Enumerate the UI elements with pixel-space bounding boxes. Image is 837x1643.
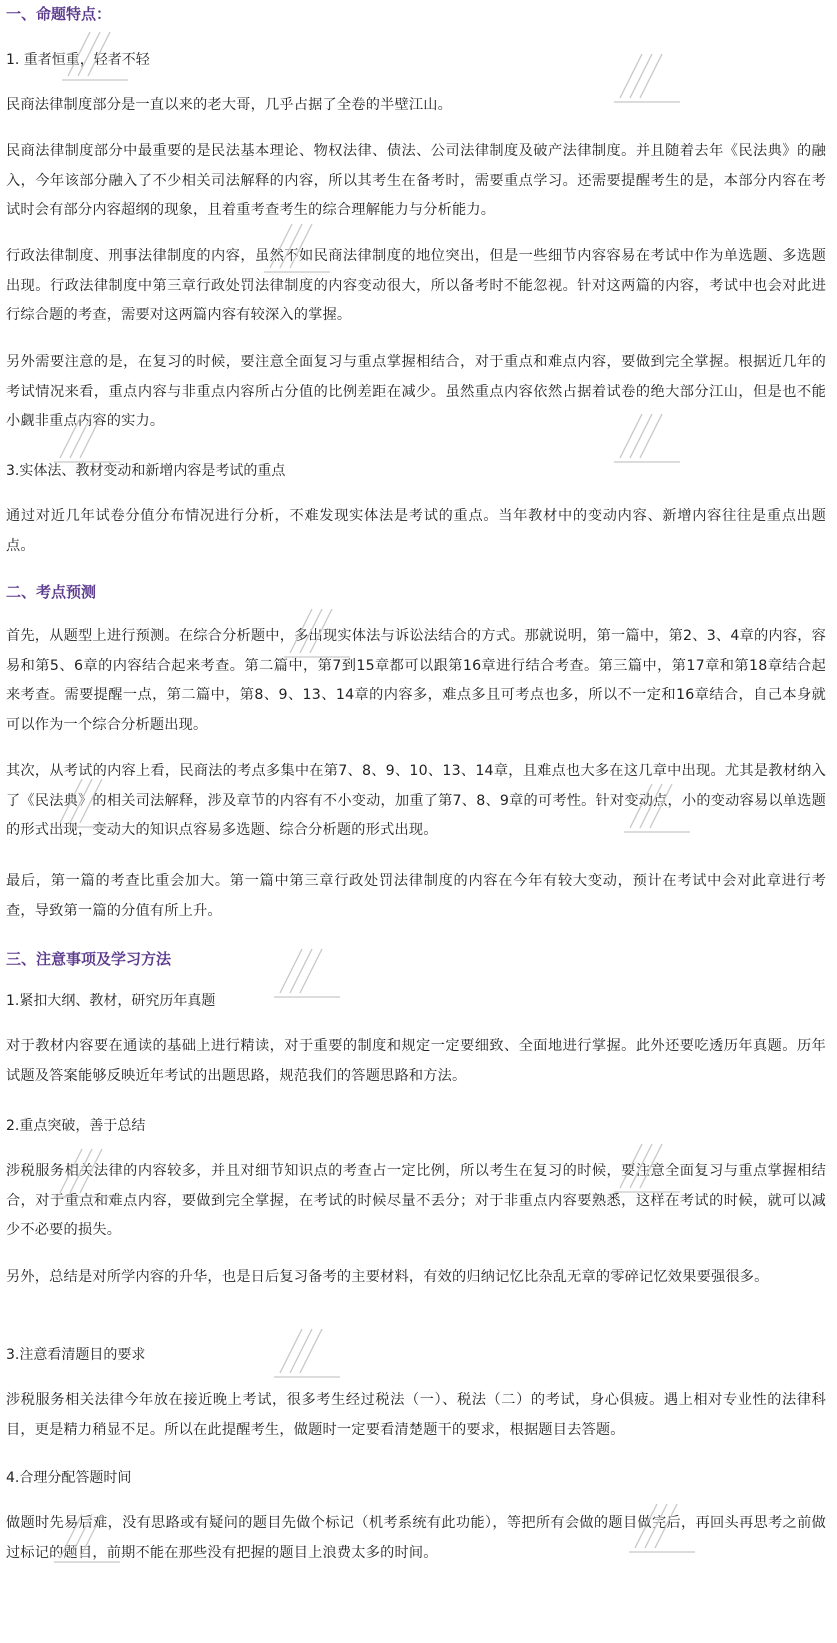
paragraph: 行政法律制度、刑事法律制度的内容，虽然不如民商法律制度的地位突出，但是一些细节内容容易在考试中作为单选题、多选题出现。行政法律制度中第三章行政处罚法律制度的内容变动很大，所以备考时不能忽视。针对这两篇的内容，考试中也会对此进行综合题的考查，需要对这两篇内容有较深入的掌握。 — [6, 248, 826, 323]
subheading-3-4: 4.合理分配答题时间 — [6, 1470, 132, 1486]
section-heading-3: 三、注意事项及学习方法 — [6, 950, 172, 968]
subheading-3-1: 1.紧扣大纲、教材，研究历年真题 — [6, 993, 216, 1009]
paragraph: 涉税服务相关法律今年放在接近晚上考试，很多考生经过税法（一）、税法（二）的考试，身心俱疲。遇上相对专业性的法律科目，更是精力稍显不足。所以在此提醒考生，做题时一定要看清楚题干的要求，根据题目去答题。 — [6, 1392, 826, 1438]
section-heading-1: 一、命题特点： — [6, 5, 112, 23]
subheading-1-3: 3.实体法、教材变动和新增内容是考试的重点 — [6, 463, 286, 479]
paragraph: 首先，从题型上进行预测。在综合分析题中，多出现实体法与诉讼法结合的方式。那就说明，第一篇中，第2、3、4章的内容，容易和第5、6章的内容结合起来考查。第二篇中，第7到15章都可以跟第16章进行结合考查。第三篇中，第17章和第18章结合起来考查。需要提醒一点，第二篇中，第8、9、13、14章的内容多，难点多且可考点也多，所以不一定和16章结合，自己本身就可以作为一个综合分析题出现。 — [6, 628, 826, 733]
paragraph: 涉税服务相关法律的内容较多，并且对细节知识点的考查占一定比例，所以考生在复习的时候，要注意全面复习与重点掌握相结合，对于重点和难点内容，要做到完全掌握，在考试的时候尽量不丢分；对于非重点内容要熟悉，这样在考试的时候，就可以减少不必要的损失。 — [6, 1163, 826, 1238]
paragraph: 对于教材内容要在通读的基础上进行精读，对于重要的制度和规定一定要细致、全面地进行掌握。此外还要吃透历年真题。历年试题及答案能够反映近年考试的出题思路，规范我们的答题思路和方法。 — [6, 1038, 826, 1084]
paragraph: 其次，从考试的内容上看，民商法的考点多集中在第7、8、9、10、13、14章，且难点也大多在这几章中出现。尤其是教材纳入了《民法典》的相关司法解释，涉及章节的内容有不小变动，加重了第7、8、9章的可考性。针对变动点，小的变动容易以单选题的形式出现，变动大的知识点容易多选题、综合分析题的形式出现。 — [6, 763, 826, 838]
paragraph: 民商法律制度部分中最重要的是民法基本理论、物权法律、债法、公司法律制度及破产法律制度。并且随着去年《民法典》的融入，今年该部分融入了不少相关司法解释的内容，所以其考生在备考时，需要重点学习。还需要提醒考生的是，本部分内容在考试时会有部分内容超纲的现象，且着重考查考生的综合理解能力与分析能力。 — [6, 143, 826, 218]
paragraph: 最后，第一篇的考查比重会加大。第一篇中第三章行政处罚法律制度的内容在今年有较大变动，预计在考试中会对此章进行考查，导致第一篇的分值有所上升。 — [6, 873, 826, 919]
watermark-icon — [260, 935, 350, 1005]
watermark-icon — [260, 1315, 350, 1385]
paragraph: 另外，总结是对所学内容的升华，也是日后复习备考的主要材料，有效的归纳记忆比杂乱无章的零碎记忆效果要强很多。 — [6, 1269, 769, 1285]
subheading-3-2: 2.重点突破，善于总结 — [6, 1118, 146, 1134]
paragraph: 通过对近几年试卷分值分布情况进行分析，不难发现实体法是考试的重点。当年教材中的变动内容、新增内容往往是重点出题点。 — [6, 508, 826, 554]
paragraph: 做题时先易后难，没有思路或有疑问的题目先做个标记（机考系统有此功能），等把所有会做的题目做完后，再回头再思考之前做过标记的题目，前期不能在那些没有把握的题目上浪费太多的时间。 — [6, 1515, 826, 1561]
paragraph: 另外需要注意的是，在复习的时候，要注意全面复习与重点掌握相结合，对于重点和难点内容，要做到完全掌握。根据近几年的考试情况来看，重点内容与非重点内容所占分值的比例差距在减少。虽然重点内容依然占据着试卷的绝大部分江山，但是也不能小觑非重点内容的实力。 — [6, 354, 826, 429]
section-heading-2: 二、考点预测 — [6, 583, 97, 601]
subheading-3-3: 3.注意看清题目的要求 — [6, 1347, 146, 1363]
subheading-1-1: 1. 重者恒重，轻者不轻 — [6, 52, 150, 68]
paragraph: 民商法律制度部分是一直以来的老大哥，几乎占据了全卷的半壁江山。 — [6, 97, 453, 113]
